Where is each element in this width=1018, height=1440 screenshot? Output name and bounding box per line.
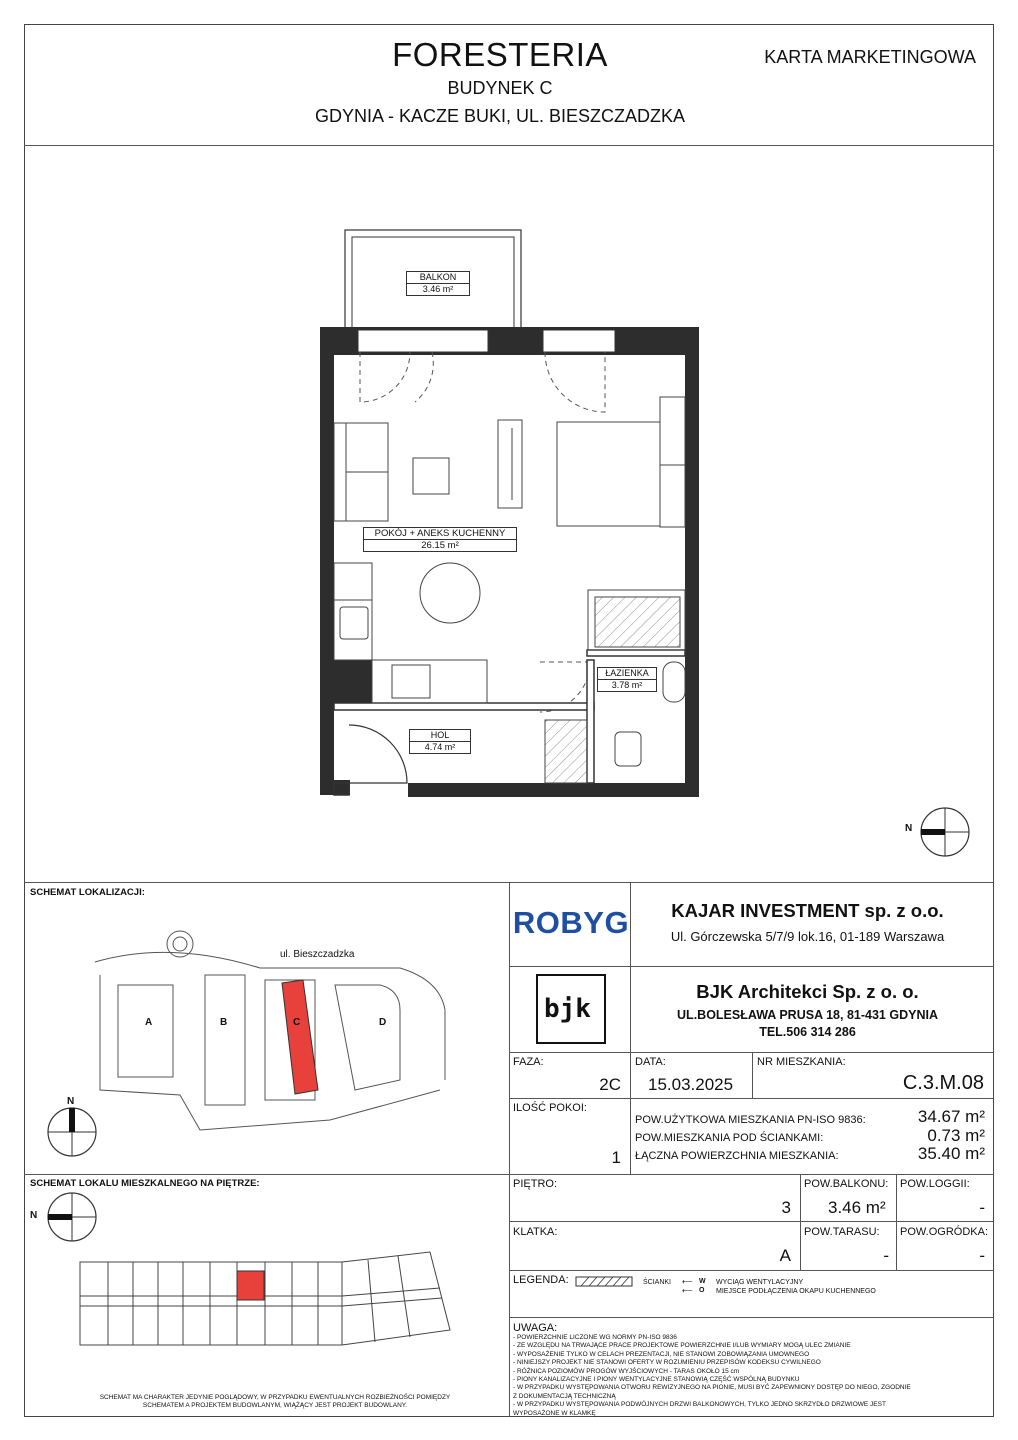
building-label: BUDYNEK C (447, 78, 553, 98)
building-label-b: B (220, 1017, 228, 1028)
toilet (615, 732, 641, 766)
floor-compass (48, 1193, 96, 1241)
legend-o-text: MIEJSCE PODŁĄCZENIA OKAPU KUCHENNEGO (716, 1288, 876, 1295)
pow-laczna-value: 35.40 m² (917, 1144, 985, 1163)
room-name: HOL (430, 730, 450, 740)
building-d-outline (335, 985, 400, 1090)
room-name: ŁAZIENKA (605, 668, 649, 678)
washbasin (663, 662, 685, 702)
floor-scheme-title: SCHEMAT LOKALU MIESZKALNEGO NA PIĘTRZE: (30, 1178, 260, 1189)
info-divider-3 (800, 1174, 801, 1270)
info-row-divider-3 (509, 1221, 994, 1222)
room-area: 3.46 m² (407, 283, 469, 295)
loggia-value: - (979, 1198, 985, 1217)
legend-w-symbol: W (699, 1278, 706, 1285)
building-c-highlight (282, 980, 318, 1094)
dev-row-divider (509, 966, 994, 967)
info-row-divider-4 (509, 1270, 994, 1271)
klatka-value: A (779, 1246, 791, 1265)
bjk-logo (536, 974, 606, 1044)
balcony-door-opening (358, 330, 488, 352)
room-name: BALKON (419, 272, 457, 282)
pow-laczna-label: ŁĄCZNA POWIERZCHNIA MIESZKANIA: (635, 1150, 839, 1162)
room-area: 26.15 m² (364, 539, 516, 551)
floor-compass-label: N (30, 1210, 38, 1221)
building-label-d: D (379, 1017, 387, 1028)
room-name: POKÓJ + ANEKS KUCHENNY (374, 528, 506, 539)
legend-walls: ŚCIANKI (643, 1279, 672, 1286)
column-divider (509, 882, 510, 1417)
notes-list (513, 1334, 913, 1418)
pow-scianami-value: 0.73 m² (927, 1126, 985, 1145)
dev-divider (630, 882, 631, 966)
project-title: FORESTERIA (392, 36, 608, 73)
taras-value: - (883, 1246, 889, 1265)
ogrodek-value: - (979, 1246, 985, 1265)
note-line: - WYPOSAŻENIE TYLKO W CELACH PREZENTACJI, NIE STANOWI ZOBOWIĄZANIA UMOWNEGO (513, 1350, 810, 1358)
wardrobe (545, 720, 587, 783)
arch-divider (630, 966, 631, 1052)
window-opening (543, 330, 615, 352)
note-line: - POWIERZCHNIE LICZONE WG NORMY PN-ISO 9836 (513, 1334, 677, 1341)
building-label-c: C (293, 1017, 301, 1028)
legend-divider (509, 1317, 994, 1318)
pokoje-label: ILOŚĆ POKOI: (513, 1102, 587, 1114)
building-a-outline (118, 985, 173, 1077)
pietro-label: PIĘTRO: (513, 1178, 558, 1190)
note-line: - ZE WZGLĘDU NA TRWAJĄCE PRACE PROJEKTOWE POWIERZCHNIE I/LUB WYMIARY MOGĄ ULEC ZMIANIE (513, 1342, 851, 1350)
scheme-disclaimer: SCHEMAT MA CHARAKTER JEDYNIE POGLĄDOWY, W PRZYPADKU EWENTUALNYCH ROZBIEŻNOŚCI POMIĘDZY SCHEMATEM A PROJEKTEM BUDOWLANYM, WIĄŻĄCY JEST PROJEKT BUDOWLANY. (99, 1394, 451, 1410)
notes-title: UWAGA: (513, 1322, 558, 1334)
nr-value: C.3.M.08 (902, 1072, 984, 1094)
pietro-value: 3 (781, 1198, 791, 1217)
taras-label: POW.TARASU: (804, 1226, 880, 1238)
ogrodek-label: POW.OGRÓDKA: (900, 1226, 989, 1238)
arrow-left-icon: ⟵ (682, 1286, 693, 1295)
balkon-label: POW.BALKONU: (804, 1178, 889, 1190)
location-map (30, 900, 500, 1168)
note-line: - RÓŻNICA POZIOMÓW PROGÓW WYJŚCIOWYCH - TARAS OKOŁO 15 cm (513, 1367, 740, 1375)
entrance-door-swing (349, 725, 407, 783)
architect-address: UL.BOLESŁAWA PRUSA 18, 81-431 GDYNIA (677, 1008, 938, 1022)
street-label: ul. Bieszczadzka (280, 949, 355, 960)
legend-w-text: WYCIĄG WENTYLACYJNY (716, 1279, 804, 1286)
note-line: - W PRZYPADKU WYSTĘPOWANIA PODWÓJNYCH DRZWI BALKONOWYCH, TYLKO JEDNO SKRZYDŁO DRZWIOWE JEST WYPOSAŻONE W KLAMKĘ (513, 1401, 886, 1417)
info-row-divider-1 (509, 1098, 994, 1099)
developer-address: Ul. Górczewska 5/7/9 lok.16, 01-189 Warszawa (670, 929, 945, 944)
room-label-pokoj (363, 527, 517, 552)
location-compass (48, 1108, 96, 1156)
bed (557, 422, 660, 526)
card-type-label: KARTA MARKETINGOWA (764, 47, 976, 67)
balkon-value: 3.46 m² (828, 1198, 886, 1217)
dining-table (420, 563, 480, 623)
tv-cabinet (498, 420, 522, 508)
faza-label: FAZA: (513, 1056, 544, 1068)
note-line: - NINIEJSZY PROJEKT NIE STANOWI OFERTY W ROZUMIENIU PRZEPISÓW KODEKSU CYWILNEGO (513, 1359, 821, 1367)
room-area: 3.78 m² (598, 679, 656, 691)
location-compass-label: N (67, 1096, 75, 1107)
info-divider-2 (752, 1052, 753, 1098)
building-label-a: A (145, 1017, 153, 1028)
note-line: - PIONY KANALIZACYJNE I PIONY WENTYLACYJNE STANOWIĄ CZĘŚĆ WSPÓLNĄ BUDYNKU (513, 1376, 800, 1384)
room-label-hol (409, 729, 471, 754)
floor-scheme-map (28, 1190, 498, 1390)
pow-uzytkowa-label: POW.UŻYTKOWA MIESZKANIA PN-ISO 9836: (635, 1114, 866, 1126)
address-label: GDYNIA - KACZE BUKI, UL. BIESZCZADZKA (314, 106, 686, 126)
arrow-left-icon: ⟵ (682, 1277, 693, 1286)
apartment-highlight (237, 1271, 264, 1300)
architect-phone: TEL.506 314 286 (759, 1025, 856, 1039)
scheme-divider (24, 1174, 509, 1175)
building-b-outline (205, 975, 245, 1105)
developer-company: KAJAR INVESTMENT sp. z o.o. (671, 900, 944, 921)
info-row-divider-2 (509, 1174, 994, 1175)
info-divider-4 (896, 1174, 897, 1270)
architect-company: BJK Architekci Sp. z o. o. (696, 981, 919, 1002)
pow-uzytkowa-value: 34.67 m² (917, 1107, 985, 1126)
klatka-label: KLATKA: (513, 1226, 558, 1238)
coffee-table (413, 458, 449, 494)
walls-hatch-icon (575, 1276, 635, 1288)
location-scheme-title: SCHEMAT LOKALIZACJI: (30, 887, 145, 898)
info-divider-1 (630, 1052, 631, 1174)
robyg-logo: ROBYG (512, 905, 630, 940)
legend-title: LEGENDA: (513, 1274, 569, 1286)
plan-compass-label: N (905, 823, 913, 834)
pokoje-value: 1 (611, 1148, 621, 1167)
note-line: - W PRZYPADKU WYSTĘPOWANIA OTWORU REWIZYJNEGO NA PIONIE, MUSI BYĆ ZAPEWNIONY DOSTĘP DO NIEGO, ZGODNIE Z DOKUMENTACJĄ TECHNICZNĄ (513, 1384, 911, 1400)
nr-label: NR MIESZKANIA: (757, 1056, 846, 1068)
legend-o-symbol: O (699, 1287, 705, 1294)
room-label-lazienka (597, 667, 657, 692)
faza-value: 2C (599, 1075, 621, 1094)
data-value: 15.03.2025 (648, 1075, 734, 1094)
loggia-label: POW.LOGGII: (900, 1178, 970, 1190)
bjk-logo-text: bjk (544, 994, 591, 1024)
room-label-balkon (406, 271, 470, 296)
pow-scianami-label: POW.MIESZKANIA POD ŚCIANKAMI: (635, 1132, 824, 1144)
plan-compass (921, 808, 969, 856)
floor-plan (0, 145, 1018, 880)
exterior-walls (320, 327, 699, 797)
data-label: DATA: (635, 1056, 666, 1068)
room-area: 4.74 m² (410, 741, 470, 753)
